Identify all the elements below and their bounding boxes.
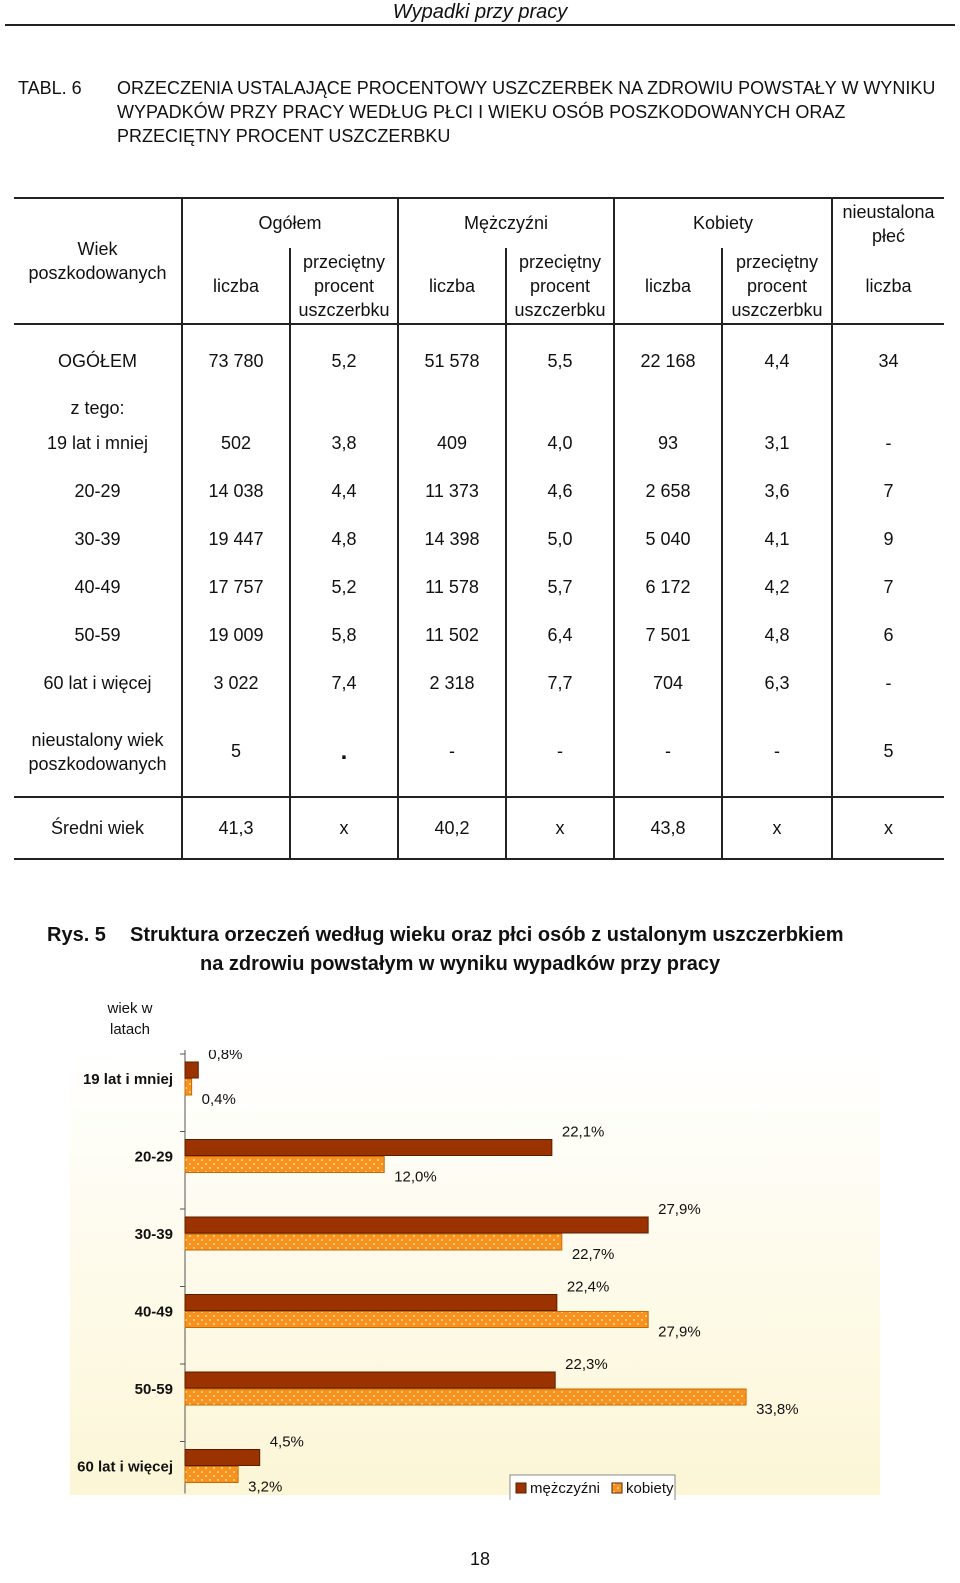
data-label: 12,0% [394, 1168, 437, 1186]
cell: 502 [182, 419, 290, 467]
cell: 7 [832, 467, 944, 515]
category-label: 30-39 [134, 1226, 173, 1243]
data-label: 27,9% [658, 1201, 701, 1218]
running-header [0, 0, 960, 24]
cell: - [614, 707, 722, 797]
cell: 5 [832, 707, 944, 797]
cell: - [506, 707, 614, 797]
bar-mezczyzni [185, 1372, 555, 1388]
running-header-title: Wypadki przy pracy [392, 1, 568, 23]
cell: 3 022 [182, 659, 290, 707]
data-label: 27,9% [658, 1323, 701, 1341]
bar-mezczyzni [185, 1140, 552, 1156]
cell: 4,6 [506, 467, 614, 515]
cell: 7 [832, 563, 944, 611]
bar-kobiety [185, 1079, 192, 1095]
data-label: 22,7% [571, 1246, 615, 1263]
cell: 17 757 [182, 563, 290, 611]
cell: - [398, 707, 506, 797]
cell: x [290, 797, 398, 859]
data-label: 33,8% [756, 1401, 799, 1418]
cell: 2 658 [614, 467, 722, 515]
cell: 6 [832, 611, 944, 659]
data-label: 22,1% [561, 1123, 605, 1141]
figure-label: Rys. 5 [47, 924, 106, 946]
chart-background [70, 1050, 880, 1495]
table-title: ORZECZENIA USTALAJĄCE PROCENTOWY USZCZERBEK NA ZDROWIU POWSTAŁY W WYNIKU WYPADKÓW PRZY PRACY WEDŁUG PŁCI I WIEKU OSÓB POSZKODOWANYCH ORAZ PRZECIĘTNY PROCENT USZCZERBKU [117, 78, 936, 146]
cell: 4,8 [290, 515, 398, 563]
figure-title-line1: Struktura orzeczeń według wieku oraz płci osób z ustalonym uszczerbkiem [130, 924, 844, 946]
data-label: 0,4% [201, 1091, 236, 1108]
cell: 5,5 [506, 324, 614, 398]
cell: 43,8 [614, 797, 722, 859]
cell: 4,2 [722, 563, 832, 611]
cell: 409 [398, 419, 506, 467]
subheader-procent: przeciętny procent uszczerbku [290, 248, 398, 324]
header-rule [5, 24, 955, 26]
data-label: 22,3% [565, 1356, 608, 1373]
category-label: 19 lat i mniej [82, 1071, 173, 1088]
figure-title-line2: na zdrowiu powstałym w wyniku wypadków przy pracy [200, 953, 721, 975]
table-row [14, 707, 944, 797]
bar-kobiety [185, 1467, 238, 1483]
page-number: 18 [469, 1549, 491, 1569]
subheader-liczba: liczba [398, 248, 506, 324]
cell: 6,4 [506, 611, 614, 659]
cell: 41,3 [182, 797, 290, 859]
cell: 93 [614, 419, 722, 467]
col-header-ogolem: Ogółem [182, 198, 398, 248]
cell: x [506, 797, 614, 859]
col-header-kobiety: Kobiety [614, 198, 832, 248]
subheader-liczba: liczba [832, 248, 944, 324]
cell: . [290, 707, 398, 797]
bar-kobiety [185, 1389, 746, 1405]
cell: 51 578 [398, 324, 506, 398]
subheader-liczba: liczba [182, 248, 290, 324]
cell: 19 447 [182, 515, 290, 563]
cell: 6,3 [722, 659, 832, 707]
cell: 19 009 [182, 611, 290, 659]
category-label: 50-59 [134, 1381, 173, 1398]
bar-kobiety [185, 1312, 648, 1328]
cell: x [832, 797, 944, 859]
cell: 22 168 [614, 324, 722, 398]
cell: 6 172 [614, 563, 722, 611]
cell: 4,8 [722, 611, 832, 659]
table-row [14, 515, 944, 563]
bar-chart [60, 1050, 890, 1500]
cell: x [722, 797, 832, 859]
row-label: Średni wiek [50, 817, 145, 838]
data-table [14, 197, 944, 860]
cell: - [832, 419, 944, 467]
legend-label: mężczyźni [530, 1480, 601, 1497]
table-row [14, 419, 944, 467]
table-row [14, 563, 944, 611]
cell: 11 373 [398, 467, 506, 515]
cell: 4,0 [506, 419, 614, 467]
bar-mezczyzni [185, 1295, 557, 1311]
axis-caption: wiek w latach [107, 1000, 153, 1038]
table-label: TABL. 6 [18, 78, 82, 98]
table-row [14, 467, 944, 515]
cell: 3,8 [290, 419, 398, 467]
cell: 4,4 [722, 324, 832, 398]
cell: 5,0 [506, 515, 614, 563]
cell: 11 578 [398, 563, 506, 611]
legend-label: kobiety [626, 1480, 674, 1497]
row-label: 19 lat i mniej [46, 433, 149, 453]
table-row-avg [14, 797, 944, 859]
row-label: 60 lat i więcej [43, 673, 152, 693]
cell: 7 501 [614, 611, 722, 659]
subheader-liczba: liczba [614, 248, 722, 324]
cell: 40,2 [398, 797, 506, 859]
row-label: 50-59 [74, 625, 121, 645]
cell: 73 780 [182, 324, 290, 398]
col-header-mezczyzni: Mężczyźni [398, 198, 614, 248]
bar-mezczyzni [185, 1062, 198, 1078]
bar-mezczyzni [185, 1217, 648, 1233]
data-label: 3,2% [248, 1478, 283, 1496]
category-label: 40-49 [134, 1303, 173, 1321]
row-label: nieustalony wiek poszkodowanych [28, 729, 167, 774]
cell: 5,8 [290, 611, 398, 659]
data-label: 0,8% [208, 1050, 243, 1063]
cell: 11 502 [398, 611, 506, 659]
col-header-age: Wiek poszkodowanych [28, 239, 167, 283]
row-label: 40-49 [74, 577, 121, 597]
cell: 9 [832, 515, 944, 563]
cell: - [832, 659, 944, 707]
cell: 2 318 [398, 659, 506, 707]
subheader-procent: przeciętny procent uszczerbku [722, 248, 832, 324]
row-label: 30-39 [74, 529, 121, 549]
row-label: 20-29 [74, 481, 121, 501]
cell: 5 040 [614, 515, 722, 563]
subheader-procent: przeciętny procent uszczerbku [506, 248, 614, 324]
table-body [14, 419, 944, 797]
cell: 4,4 [290, 467, 398, 515]
cell: 14 038 [182, 467, 290, 515]
cell: 5,2 [290, 563, 398, 611]
cell: 5,2 [290, 324, 398, 398]
cell: 4,1 [722, 515, 832, 563]
legend-swatch [516, 1483, 526, 1493]
category-label: 20-29 [134, 1148, 173, 1166]
bar-mezczyzni [185, 1450, 260, 1466]
cell: 14 398 [398, 515, 506, 563]
data-label: 22,4% [566, 1278, 610, 1296]
cell: 5,7 [506, 563, 614, 611]
cell: 3,6 [722, 467, 832, 515]
row-label: OGÓŁEM [57, 351, 137, 371]
cell: - [722, 707, 832, 797]
bar-kobiety [185, 1234, 562, 1250]
cell: 5 [182, 707, 290, 797]
category-label: 60 lat i więcej [77, 1458, 173, 1476]
cell: 3,1 [722, 419, 832, 467]
cell: 704 [614, 659, 722, 707]
cell: 7,7 [506, 659, 614, 707]
bar-kobiety [185, 1157, 384, 1173]
table-row [14, 611, 944, 659]
cell: 7,4 [290, 659, 398, 707]
table-row-total [14, 324, 944, 398]
legend-swatch [612, 1483, 622, 1493]
z-tego-label: z tego: [70, 398, 125, 418]
table-row [14, 659, 944, 707]
cell: 34 [832, 324, 944, 398]
col-header-nieustalona: nieustalona płeć [832, 198, 944, 248]
data-label: 4,5% [269, 1433, 304, 1451]
